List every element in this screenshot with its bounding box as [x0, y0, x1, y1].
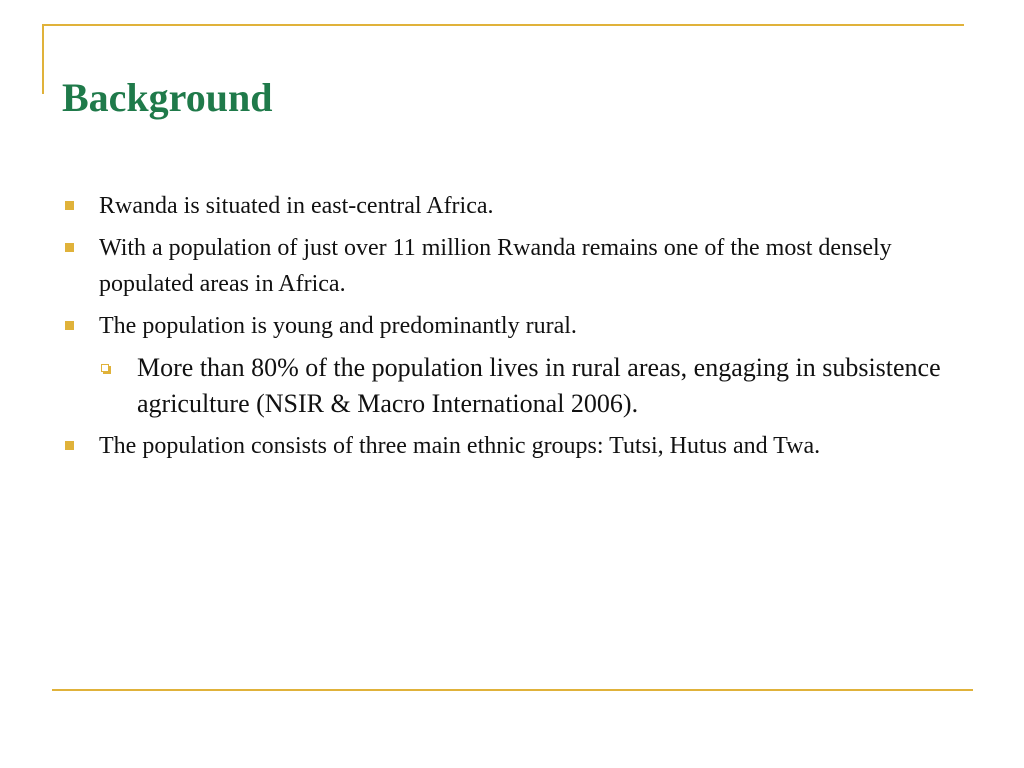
- bullet-item: [62, 188, 962, 224]
- sub-bullet-text: More than 80% of the population lives in rural areas, engaging in subsistence agriculture (NSIR & Macro International 2006).: [137, 353, 941, 418]
- bullet-item: [62, 428, 962, 464]
- bullet-item: [62, 308, 962, 344]
- bottom-divider: [52, 689, 973, 691]
- slide-title: Background: [62, 75, 273, 120]
- square-bullet-icon: [65, 321, 74, 330]
- hollow-square-bullet-icon: [101, 364, 109, 372]
- square-bullet-icon: [65, 441, 74, 450]
- bullet-item: [62, 230, 962, 302]
- bullet-text: Rwanda is situated in east-central Africa.: [99, 193, 494, 219]
- bullet-text: The population consists of three main ethnic groups: Tutsi, Hutus and Twa.: [99, 433, 821, 459]
- bullet-list: [62, 188, 962, 470]
- square-bullet-icon: [65, 201, 74, 210]
- bullet-text: The population is young and predominantly rural.: [99, 313, 577, 339]
- left-divider: [42, 24, 44, 94]
- square-bullet-icon: [65, 243, 74, 252]
- sub-bullet-item: [99, 350, 962, 422]
- bullet-text: With a population of just over 11 million Rwanda remains one of the most densely populated areas in Africa.: [99, 235, 892, 297]
- top-divider: [42, 24, 964, 26]
